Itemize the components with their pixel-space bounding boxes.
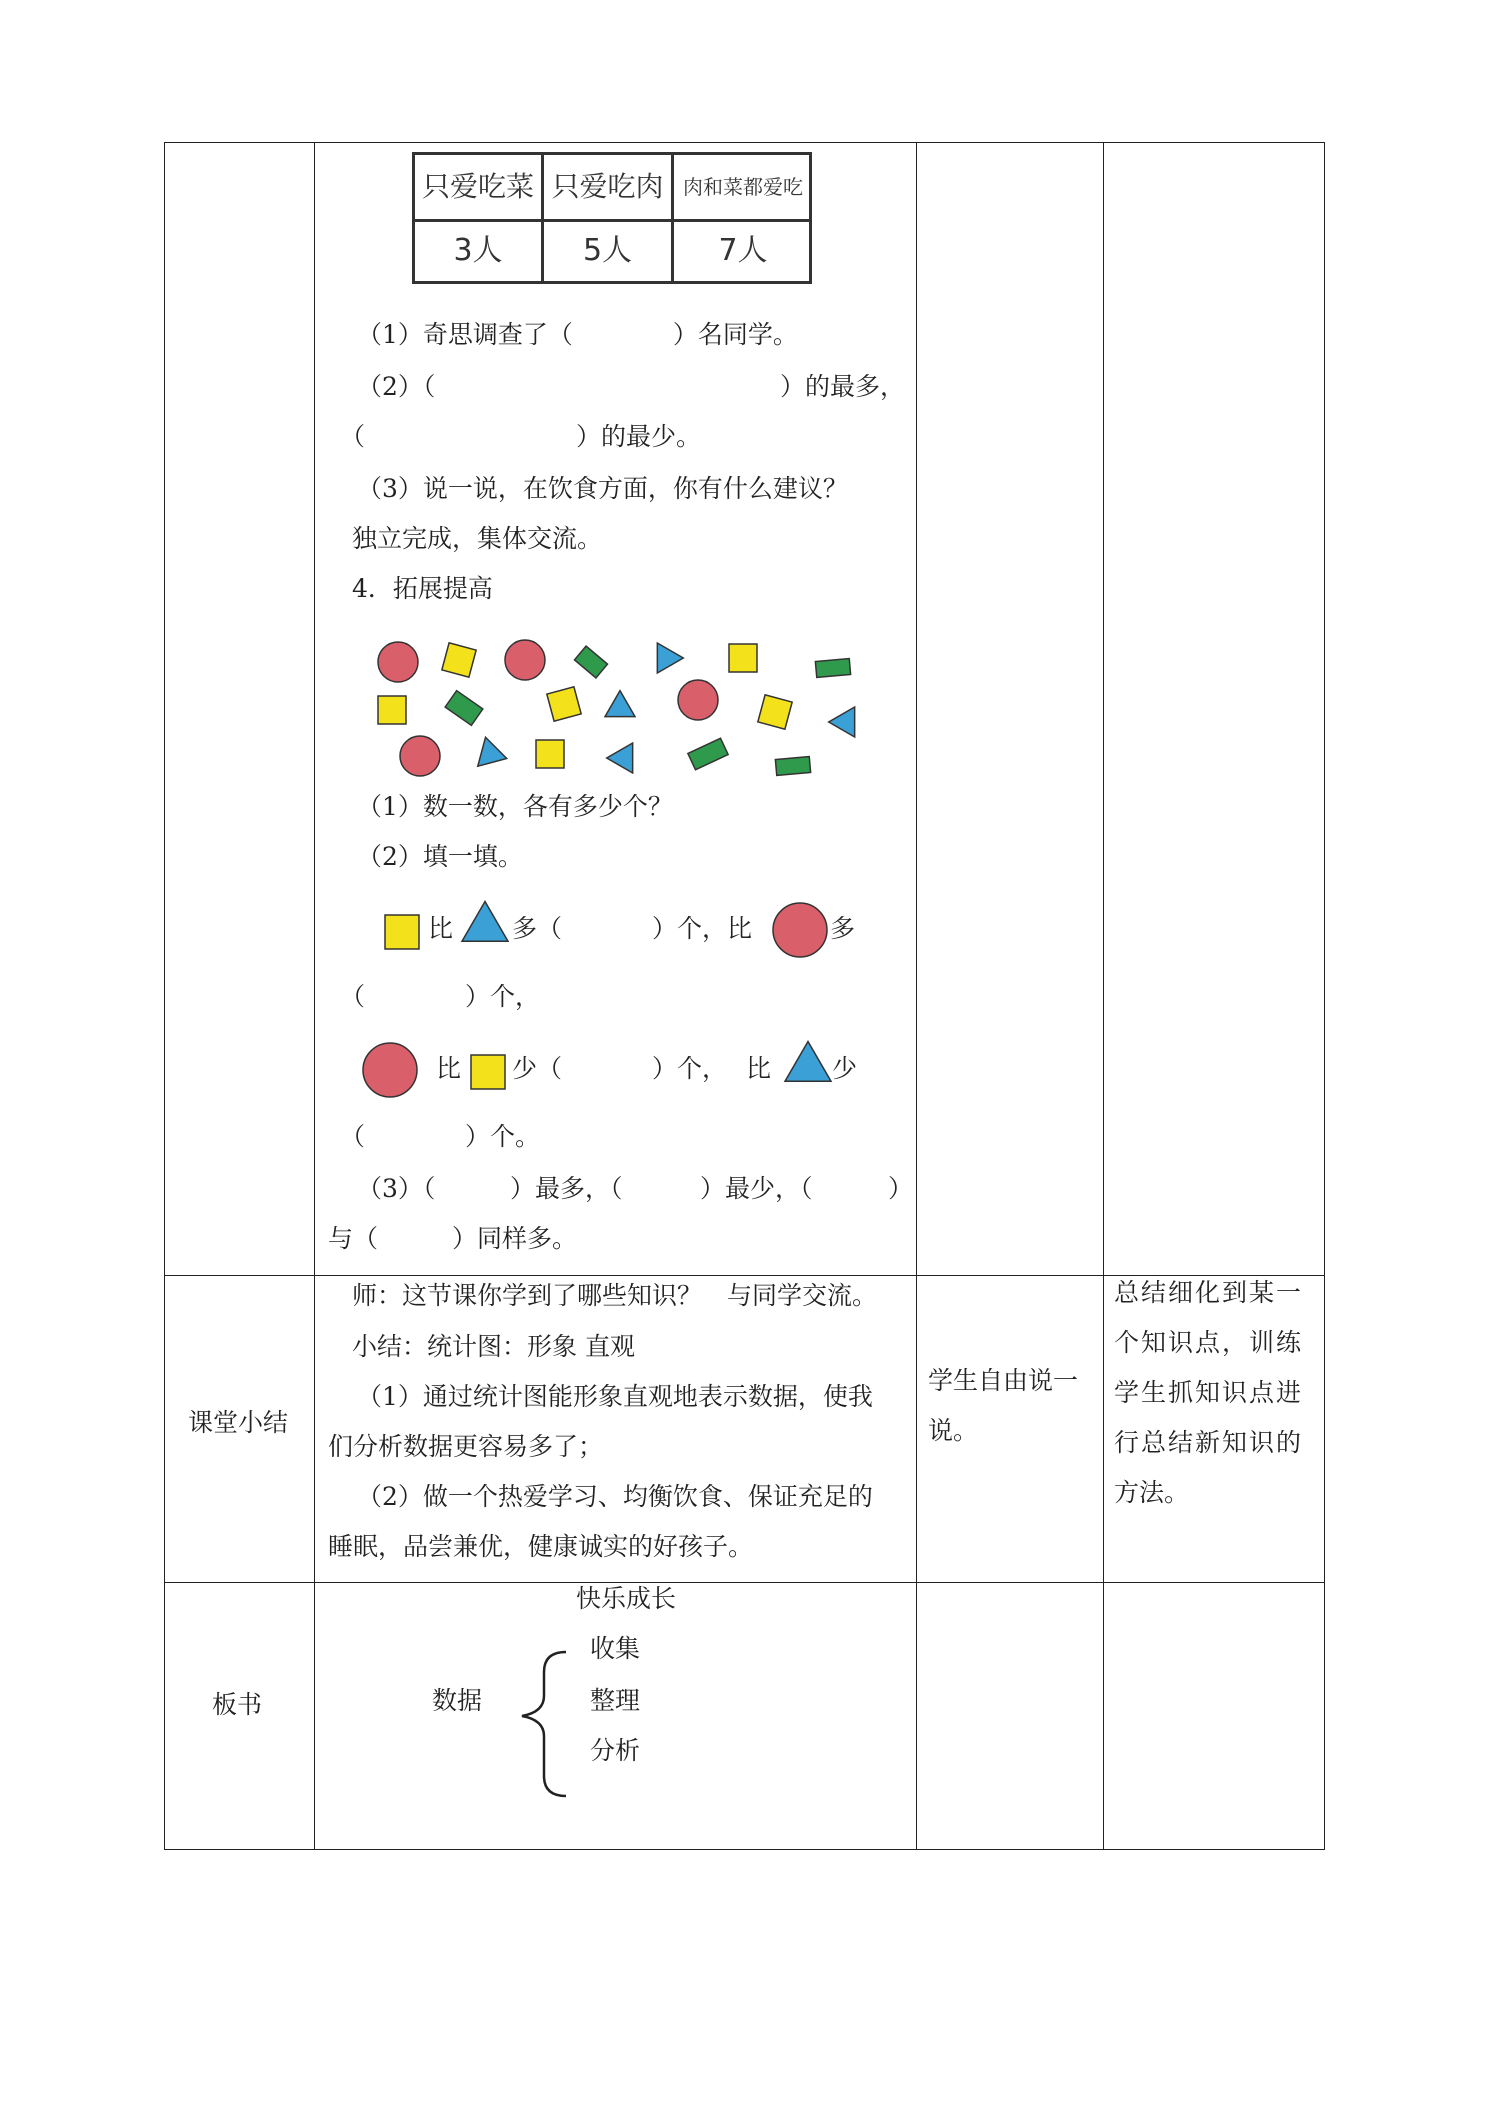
count-question: （1）数一数，各有多少个？ bbox=[357, 792, 673, 821]
activity-note: 独立完成，集体交流。 bbox=[352, 524, 603, 553]
student-activity-line-1: 学生自由说一 bbox=[928, 1366, 1079, 1395]
fill1-duo2: 多 bbox=[830, 914, 856, 943]
summary-line-2: 小结：统计图：形象 直观 bbox=[352, 1332, 635, 1361]
summary-line-3: （1）通过统计图能形象直观地表示数据，使我 bbox=[357, 1382, 873, 1411]
fill1-end: （ ）个， bbox=[340, 982, 541, 1011]
question-2-paren: （ bbox=[340, 422, 366, 451]
survey-value-both: 7人 bbox=[718, 233, 768, 268]
survey-header-both: 肉和菜都爱吃 bbox=[683, 175, 803, 199]
summary-label: 课堂小结 bbox=[188, 1408, 289, 1437]
q3b-part5: 与（ bbox=[328, 1224, 379, 1253]
survey-header-meat: 只爱吃肉 bbox=[551, 170, 664, 203]
board-branch-analyze: 分析 bbox=[590, 1736, 641, 1765]
summary-line-5: （2）做一个热爱学习、均衡饮食、保证充足的 bbox=[357, 1482, 873, 1511]
q3b-part1: （3）（ bbox=[357, 1174, 436, 1203]
intent-line-5: 方法。 bbox=[1114, 1478, 1190, 1507]
survey-header-veg: 只爱吃菜 bbox=[421, 170, 534, 203]
fill2-bi2: 比 bbox=[746, 1054, 772, 1083]
board-root: 数据 bbox=[432, 1686, 483, 1715]
intent-line-3: 学生抓知识点进 bbox=[1114, 1378, 1304, 1407]
fill2-ge: ）个， bbox=[652, 1054, 728, 1083]
question-3: （3）说一说，在饮食方面，你有什么建议？ bbox=[357, 474, 848, 503]
summary-line-4: 们分析数据更容易多了； bbox=[328, 1432, 604, 1461]
summary-line-1: 师：这节课你学到了哪些知识？ 与同学交流。 bbox=[352, 1281, 878, 1310]
fill2-shao: 少（ bbox=[512, 1054, 563, 1083]
fill1-bi: 比 bbox=[428, 914, 454, 943]
q3b-part2: ）最多，（ bbox=[510, 1174, 623, 1203]
intent-line-2: 个知识点，训练 bbox=[1114, 1328, 1304, 1357]
fill1-duo: 多（ bbox=[512, 914, 563, 943]
fill2-shao2: 少 bbox=[832, 1054, 858, 1083]
fill2-end: （ ）个。 bbox=[340, 1122, 541, 1151]
q3b-part4: ） bbox=[888, 1174, 914, 1203]
summary-line-6: 睡眠，品尝兼优，健康诚实的好孩子。 bbox=[328, 1532, 754, 1561]
question-2-start: （2）（ bbox=[357, 372, 436, 401]
question-2-most: ）的最多， bbox=[780, 372, 906, 401]
q3b-part3: ）最少，（ bbox=[700, 1174, 813, 1203]
fill2-bi: 比 bbox=[436, 1054, 462, 1083]
section-4-heading: 4．拓展提高 bbox=[352, 574, 493, 603]
fill-question: （2）填一填。 bbox=[357, 842, 523, 871]
board-title: 快乐成长 bbox=[576, 1584, 677, 1613]
intent-line-4: 行总结新知识的 bbox=[1114, 1428, 1304, 1457]
student-activity-line-2: 说。 bbox=[928, 1416, 979, 1445]
board-label: 板书 bbox=[212, 1690, 263, 1719]
survey-value-veg: 3人 bbox=[453, 233, 503, 268]
question-1: （1）奇思调查了（ ）名同学。 bbox=[357, 320, 798, 349]
intent-line-1: 总结细化到某一 bbox=[1114, 1278, 1304, 1307]
board-branch-collect: 收集 bbox=[590, 1634, 641, 1663]
fill1-ge: ）个，比 bbox=[652, 914, 753, 943]
question-2-least: ）的最少。 bbox=[576, 422, 702, 451]
q3b-part6: ）同样多。 bbox=[452, 1224, 578, 1253]
board-branch-organize: 整理 bbox=[590, 1686, 641, 1715]
survey-value-meat: 5人 bbox=[582, 233, 633, 268]
